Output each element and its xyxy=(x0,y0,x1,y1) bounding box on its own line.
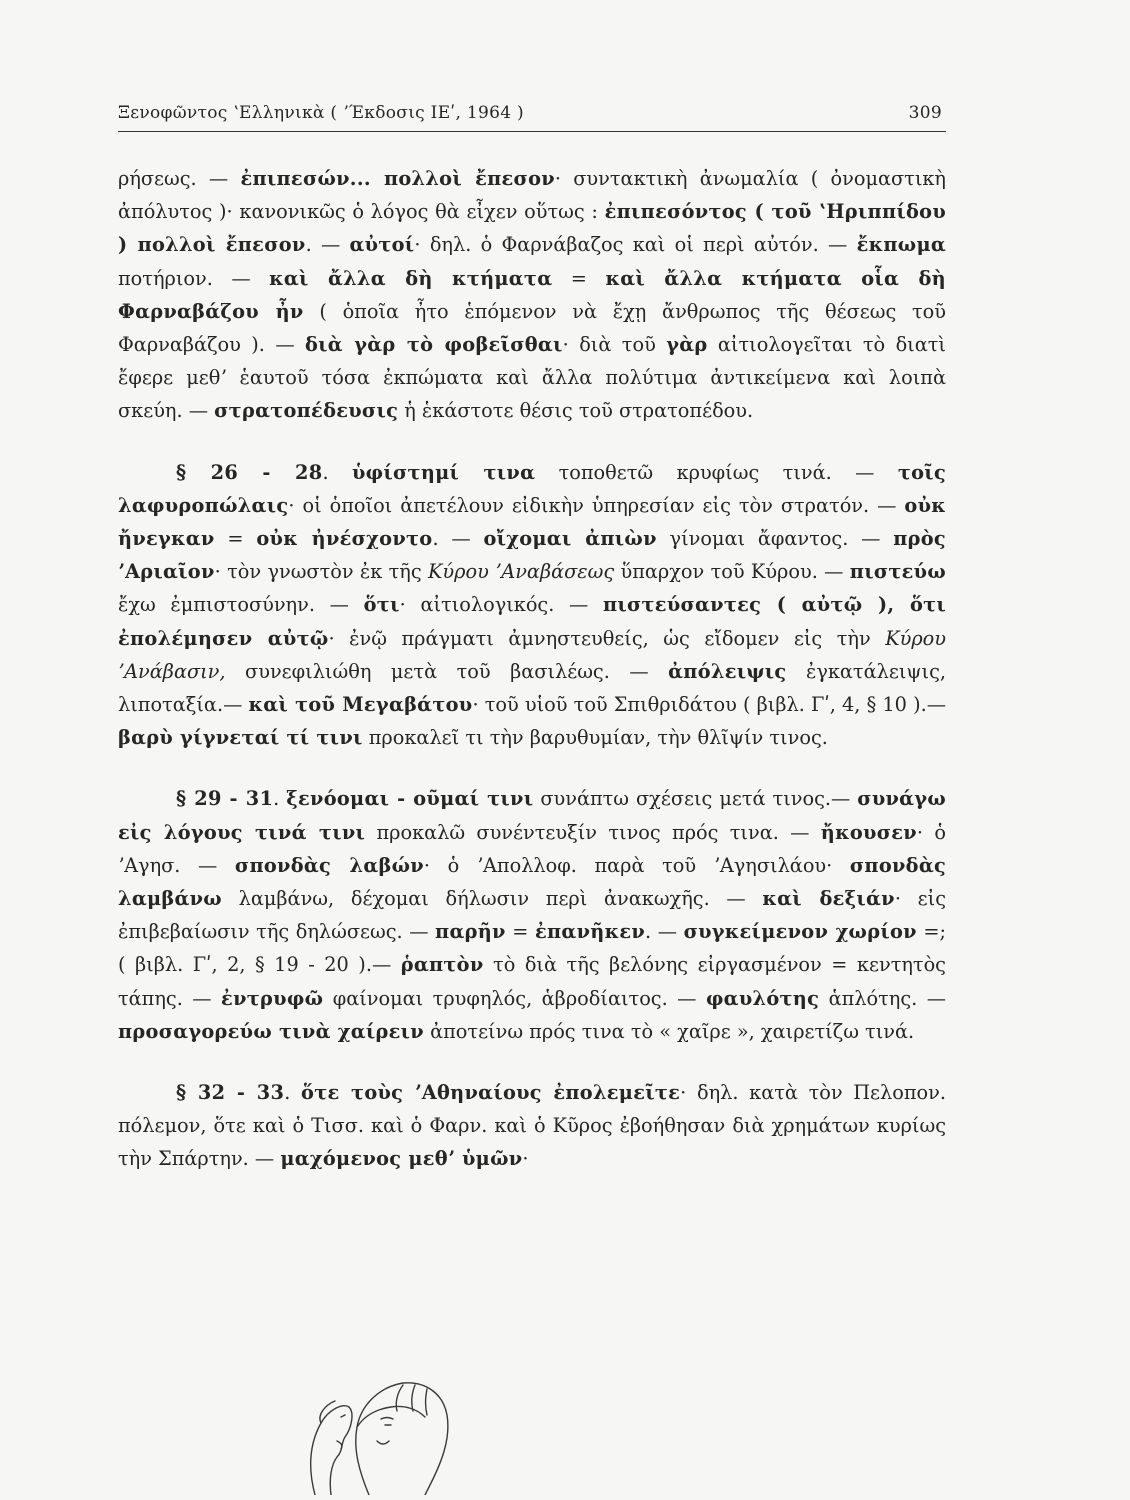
gloss-text: . — xyxy=(432,527,484,551)
lemma: ἐπανῆκεν xyxy=(535,920,646,944)
gloss-text: · διὰ τοῦ xyxy=(562,333,667,357)
gloss-text: ὕπαρχον τοῦ Κύρου. — xyxy=(614,560,850,584)
lemma: ἤκουσεν xyxy=(820,820,917,844)
gloss-text: προκαλῶ συνέντευξίν τινος πρός τινα. — xyxy=(365,820,821,844)
lemma: καὶ δεξιάν xyxy=(762,887,895,911)
lemma: ἔκπωμα xyxy=(856,233,946,257)
lemma: καὶ τοῦ Μεγαβάτου xyxy=(248,693,473,717)
lemma: στρατοπέδευσις xyxy=(214,399,399,423)
gloss-text: · αἰτιολογικός. — xyxy=(399,593,603,617)
lemma: καὶ ἄλλα δὴ κτήματα xyxy=(269,266,553,290)
gloss-text: . xyxy=(322,460,352,484)
lemma: οὐκ ἠνέσχοντο xyxy=(256,527,433,551)
gloss-text: . — xyxy=(645,920,684,944)
lemma: ἐπιπεσών... πολλοὶ ἔπεσον xyxy=(240,167,555,190)
gloss-text: ( ὁποῖα ἦτο ἑπόμενον νὰ ἔχῃ ἄνθρωπος τῆς θέσεως τοῦ Φαρναβάζου ). — xyxy=(118,299,947,357)
lemma: πιστεύω xyxy=(849,560,946,584)
gloss-text: = xyxy=(214,527,257,551)
lemma: βαρὺ γίγνεταί τί τινι xyxy=(118,726,363,750)
lemma: ὅτι xyxy=(363,593,400,617)
gloss-text: προκαλεῖ τι τὴν βαρυθυμίαν, τὴν θλῖψίν τινος. xyxy=(362,726,828,750)
lemma: τοῖς λαφυροπώλαις xyxy=(118,460,946,517)
book-title: Κύρου ʼΑνάβασιν, xyxy=(118,626,946,683)
page-number: 309 xyxy=(908,103,942,123)
gloss-text: αἰτιολογεῖται τὸ διατὶ ἔφερε μεθʼ ἑαυτοῦ τόσα ἐκπώματα καὶ ἄλλα πολύτιμα ἀντικείμενα καὶ λοιπὰ σκεύη. — xyxy=(118,333,946,423)
gloss-text: · ὁ ʼΑπολλοφ. παρὰ τοῦ ʼΑγησιλάου· xyxy=(423,853,850,877)
lemma: διὰ γὰρ τὸ φοβεῖσθαι xyxy=(305,333,563,357)
running-title: Ξενοφῶντος ʽΕλληνικὰ ( ʼΈκδοσις ΙΕʹ, 1964 ) xyxy=(118,103,524,123)
gloss-text: γίνομαι ἄφαντος. — xyxy=(656,527,894,551)
lemma: ὑφίστημί τινα xyxy=(351,460,536,484)
gloss-text: · συντακτικὴ ἀνωμαλία ( ὀνομαστικὴ ἀπόλυτος )· κανονικῶς ὁ λόγος θὰ εἶχεν οὕτως : xyxy=(118,167,946,224)
gloss-text: τοποθετῶ κρυφίως τινά. — xyxy=(535,460,898,484)
lemma: § 26 - 28 xyxy=(176,460,323,484)
gloss-text: ἐγκατάλειψις, λιποταξία.— xyxy=(118,659,947,717)
gloss-text: ἡ ἑκάστοτε θέσις τοῦ στρατοπέδου. xyxy=(398,399,754,423)
gloss-text: φαίνομαι τρυφηλός, ἁβροδίαιτος. — xyxy=(323,986,706,1010)
lemma: καὶ ἄλλα κτήματα οἷα δὴ Φαρναβάζου ἦν xyxy=(118,266,946,323)
margin-doodle xyxy=(285,1345,455,1495)
lemma: αὐτοί xyxy=(349,233,415,257)
lemma: συνάγω εἰς λόγους τινά τινι xyxy=(118,787,946,844)
lemma: φαυλότης xyxy=(705,986,820,1010)
gloss-text: ἔχω ἐμπιστοσύνην. — xyxy=(118,593,364,617)
gloss-text: · τοῦ υἱοῦ τοῦ Σπιθριδάτου ( βιβλ. Γʹ, 4, § 10 ).— xyxy=(472,693,947,717)
lemma: γὰρ xyxy=(666,333,708,357)
gloss-text: · οἱ ὁποῖοι ἀπετέλουν εἰδικὴν ὑπηρεσίαν εἰς τὸν στρατόν. — xyxy=(288,493,905,517)
book-title: Κύρου ʼΑναβάσεως xyxy=(428,560,615,584)
gloss-text: ποτήριον. — xyxy=(118,266,270,290)
lemma: § 29 - 31 xyxy=(176,787,274,811)
commentary-text xyxy=(118,162,946,1176)
gloss-text: ἁπλότης. — xyxy=(819,986,946,1010)
gloss-text: ρήσεως. — xyxy=(118,167,241,190)
gloss-text: · xyxy=(522,1147,529,1171)
running-header xyxy=(118,97,946,132)
lemma: συγκείμενον χωρίον xyxy=(683,920,917,944)
gloss-text: · εἰς ἐπιβεβαίωσιν τῆς δηλώσεως. — xyxy=(118,887,947,944)
gloss-text: · ἐνῷ πράγματι ἀμνηστευθείς, ὡς εἴδομεν εἰς τὴν xyxy=(328,626,886,650)
lemma: μαχόμενος μεθʼ ὑμῶν xyxy=(280,1147,523,1171)
lemma: οἴχομαι ἀπιὼν xyxy=(483,527,657,551)
gloss-text: =; ( βιβλ. Γʹ, 2, § 19 - 20 ).— xyxy=(118,920,947,977)
lemma: ἐπιπεσόντος ( τοῦ ʽΗριππίδου ) πολλοὶ ἔπεσον xyxy=(118,200,946,257)
gloss-text: · ὁ ʼΑγησ. — xyxy=(118,820,946,877)
gloss-text: τὸ διὰ τῆς βελόνης εἰργασμένον = κεντητὸς τάπης. — xyxy=(118,953,946,1010)
section-32-33 xyxy=(118,1076,946,1176)
lemma: παρῆν xyxy=(435,920,506,944)
lemma: πιστεύσαντες ( αὐτῷ ), ὅτι ἐπολέμησεν αὐτῷ xyxy=(118,593,947,650)
lemma: ῥαπτὸν xyxy=(400,953,484,977)
gloss-text: · τὸν γνωστὸν ἐκ τῆς xyxy=(214,560,429,584)
gloss-text: ἀποτείνω πρός τινα τὸ « χαῖρε », χαιρετίζω τινά. xyxy=(423,1019,915,1043)
gloss-text: . xyxy=(273,787,287,811)
gloss-text: . xyxy=(284,1081,302,1105)
lemma: σπονδὰς λαμβάνω xyxy=(118,853,946,911)
lemma: ξενόομαι - οῦμαί τινι xyxy=(286,787,534,811)
gloss-text: συνεφιλιώθη μετὰ τοῦ βασιλέως. — xyxy=(225,659,669,683)
section-29-31 xyxy=(118,782,946,1048)
lemma: πρὸς ʼΑριαῖον xyxy=(118,527,946,584)
gloss-text: = xyxy=(552,266,606,290)
gloss-text: · δηλ. ὁ Φαρνάβαζος καὶ οἱ περὶ αὐτόν. — xyxy=(414,233,857,257)
lemma: ἐντρυφῶ xyxy=(221,986,324,1010)
gloss-text: = xyxy=(505,920,535,944)
gloss-text: · δηλ. κατὰ τὸν Πελοπον. πόλεμον, ὅτε καὶ ὁ Τισσ. καὶ ὁ Φαρν. καὶ ὁ Κῦρος ἐβοήθησαν διὰ χρημάτων κυρίως τὴν Σπάρτην. — xyxy=(118,1081,947,1171)
section-26-28 xyxy=(118,456,946,755)
gloss-text: . — xyxy=(305,233,350,257)
lemma: ὅτε τοὺς ʼΑθηναίους ἐπολεμεῖτε xyxy=(301,1081,681,1105)
gloss-text: συνάπτω σχέσεις μετά τινος.— xyxy=(533,787,858,811)
lemma: σπονδὰς λαβών xyxy=(234,853,424,877)
lemma: οὐκ ἤνεγκαν xyxy=(118,493,946,551)
lemma: ἀπόλειψις xyxy=(668,659,787,683)
gloss-text: λαμβάνω, δέχομαι δήλωσιν περὶ ἀνακωχῆς. — xyxy=(221,887,763,911)
lemma: § 32 - 33 xyxy=(176,1081,285,1105)
paragraph-continuation xyxy=(118,162,946,428)
lemma: προσαγορεύω τινὰ χαίρειν xyxy=(118,1019,424,1043)
